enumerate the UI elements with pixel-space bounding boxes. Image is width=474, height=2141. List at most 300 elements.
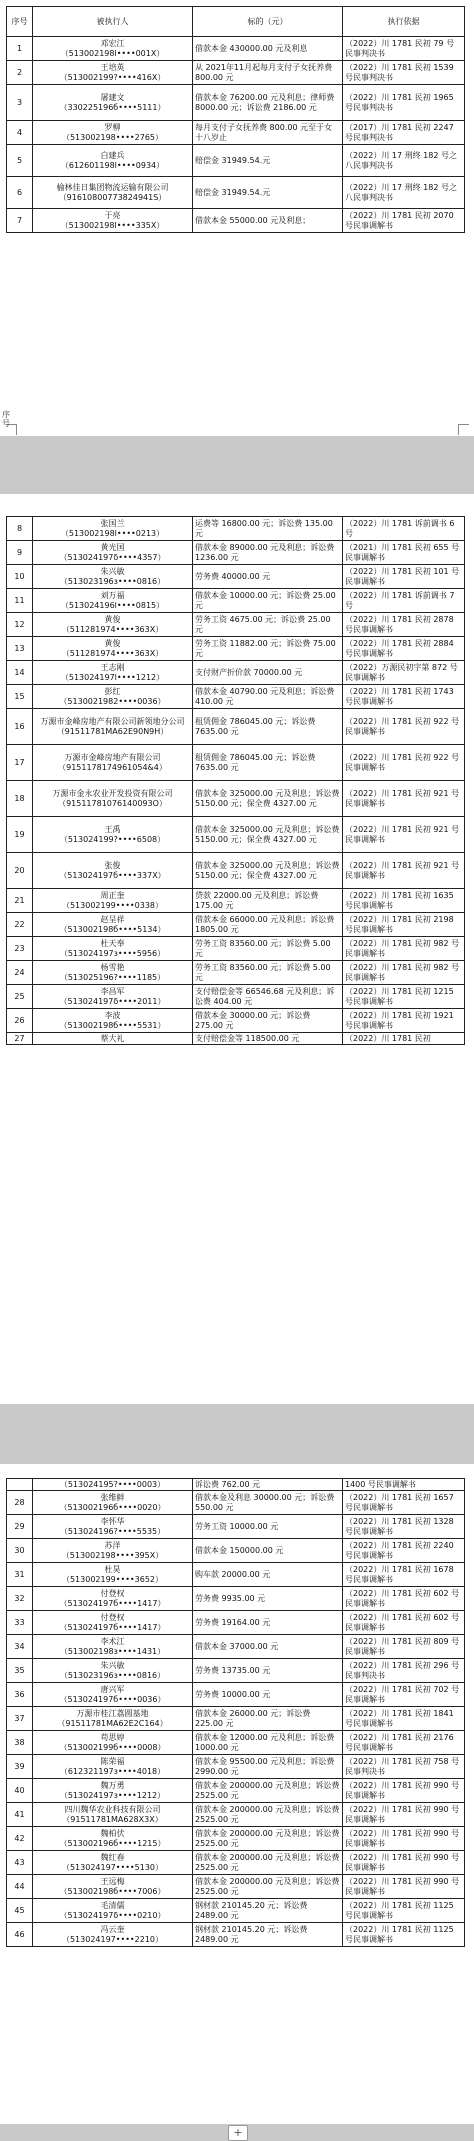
amount-text: 借款本金及利息 30000.00 元；诉讼费 550.00 元 (195, 1492, 335, 1512)
amount-cell (193, 1875, 343, 1899)
party-cell (33, 1587, 193, 1611)
party-cell (33, 517, 193, 541)
table-row (7, 709, 465, 745)
party-name: 刘万福 (100, 590, 125, 600)
party-cell (33, 613, 193, 637)
party-id-number: （513024195?••••0003） (59, 1479, 166, 1489)
document-page-3 (0, 1464, 474, 2124)
seq-number: 41 (14, 1809, 25, 1819)
seq-number: 24 (14, 967, 25, 977)
amount-text: 借款本金 200000.00 元及利息；诉讼费 2525.00 元 (195, 1804, 340, 1824)
basis-cell (343, 1587, 465, 1611)
amount-cell (193, 913, 343, 937)
seq-number: 45 (14, 1905, 25, 1915)
party-id-number: （513002196б••••0020） (59, 1502, 166, 1512)
party-name: 陈荣福 (100, 1756, 125, 1766)
party-id-number: （91511781MA62E2C164） (57, 1718, 168, 1728)
basis-cell (343, 1923, 465, 1947)
party-name: 白建兵 (100, 150, 125, 160)
party-id-number: （513024196?••••5535） (59, 1526, 166, 1536)
basis-cell (343, 817, 465, 853)
party-name: 于亮 (104, 210, 121, 220)
seq-number: 6 (16, 187, 23, 197)
amount-cell (193, 1707, 343, 1731)
party-cell (33, 889, 193, 913)
seq-cell (7, 1683, 33, 1707)
basis-cell (343, 613, 465, 637)
amount-cell (193, 541, 343, 565)
table-row (7, 961, 465, 985)
basis-cell (343, 145, 465, 177)
party-cell (33, 661, 193, 685)
seq-cell (7, 1515, 33, 1539)
seq-number: 9 (16, 547, 23, 557)
table-row (7, 1779, 465, 1803)
party-cell (33, 1779, 193, 1803)
basis-text: （2022）川 1781 民初 1965 号民事判决书 (345, 92, 454, 112)
amount-text: 借款本金 37000.00 元 (195, 1641, 279, 1651)
basis-text: （2022）川 1781 民初 602 号民事调解书 (345, 1612, 460, 1632)
party-name: 李波 (104, 1010, 121, 1020)
seq-number: 15 (14, 691, 25, 701)
basis-cell (343, 1491, 465, 1515)
amount-cell (193, 961, 343, 985)
party-name: 苏洋 (104, 1540, 121, 1550)
party-cell (33, 709, 193, 745)
amount-text: 借款本金 95500.00 元及利息；诉讼费 2990.00 元 (195, 1756, 335, 1776)
seq-cell (7, 745, 33, 781)
table-row (7, 1731, 465, 1755)
amount-text: 借款本金 66000.00 元及利息；诉讼费 1805.00 元 (195, 914, 335, 934)
seq-cell (7, 961, 33, 985)
seq-cell (7, 1033, 33, 1045)
seq-number: 36 (14, 1689, 25, 1699)
party-name: 魏柏伏 (100, 1828, 125, 1838)
seq-cell (7, 1635, 33, 1659)
table-row (7, 517, 465, 541)
party-id-number: （513002198б••••5134） (59, 924, 166, 934)
basis-cell (343, 1563, 465, 1587)
party-id-number: （91511781MA628X3X） (62, 1814, 163, 1824)
seq-cell (7, 1731, 33, 1755)
party-cell (33, 1923, 193, 1947)
amount-text: 劳务工资 4675.00 元；诉讼费 25.00 元 (195, 614, 331, 634)
amount-cell (193, 1659, 343, 1683)
amount-cell (193, 1803, 343, 1827)
basis-text: （2022）川 1781 民初 1921 号民事调解书 (345, 1010, 454, 1030)
party-name: 赵呈祥 (100, 914, 125, 924)
table-row (7, 913, 465, 937)
amount-text: 借款本金 325000.00 元及利息；诉讼费 5150.00 元；保全费 4327.00 元 (195, 824, 340, 844)
basis-text: （2022）川 1781 民初 990 号民事调解书 (345, 1828, 460, 1848)
amount-cell (193, 889, 343, 913)
basis-cell (343, 1875, 465, 1899)
party-id-number: （513002198l••••001X） (60, 48, 165, 58)
seq-number: 34 (14, 1641, 25, 1651)
amount-text: 劳务工资 11882.00 元；诉讼费 75.00 元 (195, 638, 336, 658)
amount-text: 借款本金 10000.00 元；诉讼费 25.00 元 (195, 590, 336, 610)
seq-number: 25 (14, 991, 25, 1001)
table-row (7, 1635, 465, 1659)
basis-text: （2022）川 1781 民初 2884 号民事调解书 (345, 638, 454, 658)
basis-cell (343, 37, 465, 61)
seq-cell (7, 1479, 33, 1491)
party-id-number: （513023196з••••0816） (59, 576, 166, 586)
amount-cell (193, 1515, 343, 1539)
party-id-number: （513024197••••5130） (61, 1862, 164, 1872)
party-id-number: （511281974••••363X） (61, 624, 164, 634)
amount-cell (193, 1899, 343, 1923)
party-cell (33, 1491, 193, 1515)
party-cell (33, 1707, 193, 1731)
party-name: 毛清儒 (100, 1900, 125, 1910)
seq-number: 8 (16, 523, 23, 533)
seq-cell (7, 889, 33, 913)
seq-cell (7, 177, 33, 209)
record-table (6, 1478, 465, 1947)
party-id-number: （513024197δ••••0210） (59, 1910, 166, 1920)
seq-number: 29 (14, 1521, 25, 1531)
basis-cell (343, 913, 465, 937)
basis-text: （2022）川 1781 民初 2198 号民事调解书 (345, 914, 454, 934)
table-row (7, 121, 465, 145)
party-name: 黄俊 (104, 614, 121, 624)
basis-text: （2017）川 1781 民初 2247 号民事判决书 (345, 122, 454, 142)
party-cell (33, 1683, 193, 1707)
table-row (7, 589, 465, 613)
basis-text: （2022）川 1781 民初 809 号民事调解书 (345, 1636, 460, 1656)
party-cell (33, 589, 193, 613)
amount-cell (193, 177, 343, 209)
basis-text: （2022）川 1781 民初 1539 号民事判决书 (345, 62, 454, 82)
seq-cell (7, 517, 33, 541)
amount-text: 租赁佣金 786045.00 元；诉讼费 7635.00 元 (195, 752, 316, 772)
seq-number: 38 (14, 1737, 25, 1747)
amount-text: 从 2021年11月起每月支付子女抚养费 800.00 元 (195, 62, 333, 82)
seq-cell (7, 1563, 33, 1587)
party-name: 王远梅 (100, 1876, 125, 1886)
party-name: 唐兴军 (100, 1684, 125, 1694)
basis-cell (343, 1707, 465, 1731)
table-row (7, 1755, 465, 1779)
seq-number: 26 (14, 1015, 25, 1025)
seq-number: 39 (14, 1761, 25, 1771)
basis-text: （2022）川 1781 民初 702 号民事调解书 (345, 1684, 460, 1704)
seq-number: 14 (14, 667, 25, 677)
party-id-number: （612321197з••••4018） (59, 1766, 166, 1776)
table-row (7, 1659, 465, 1683)
party-cell (33, 37, 193, 61)
party-name: 万源市金峰房地产有限公司新领地分公司 (40, 716, 185, 726)
party-name: 王志刚 (100, 662, 125, 672)
seq-number: 28 (14, 1497, 25, 1507)
table-row (7, 1899, 465, 1923)
basis-cell (343, 1803, 465, 1827)
amount-cell (193, 985, 343, 1009)
party-cell (33, 1033, 193, 1045)
seq-cell (7, 709, 33, 745)
basis-text: （2022）川 1781 诉前调书 7 号 (345, 590, 455, 610)
seq-cell (7, 121, 33, 145)
seq-number: 16 (14, 721, 25, 731)
seq-number: 31 (14, 1569, 25, 1579)
amount-text: 支付赔偿金等 118500.00 元 (195, 1033, 300, 1043)
table-row (7, 1683, 465, 1707)
party-name: 张俊 (104, 860, 121, 870)
amount-cell (193, 1851, 343, 1875)
amount-cell (193, 1683, 343, 1707)
basis-cell (343, 1515, 465, 1539)
seq-cell (7, 85, 33, 121)
basis-cell (343, 961, 465, 985)
amount-text: 劳务费 10000.00 元 (195, 1689, 271, 1699)
amount-text: 诉讼费 762.00 元 (195, 1479, 261, 1489)
basis-cell (343, 1755, 465, 1779)
party-id-number: （330225196б••••5111） (59, 102, 166, 112)
basis-text: （2022）川 1781 民初 101 号民事调解书 (345, 566, 460, 586)
party-cell (33, 565, 193, 589)
party-id-number: （513024197б••••1417） (59, 1622, 166, 1632)
party-cell (33, 1635, 193, 1659)
party-cell (33, 1009, 193, 1033)
basis-text: （2022）万源民初字第 872 号民事调解书 (345, 662, 458, 682)
basis-cell (343, 889, 465, 913)
basis-cell (343, 685, 465, 709)
party-id-number: （513002199?••••416X） (59, 72, 166, 82)
seq-cell (7, 1923, 33, 1947)
table-row (7, 1009, 465, 1033)
amount-text: 劳务费 19164.00 元 (195, 1617, 271, 1627)
basis-cell (343, 709, 465, 745)
seq-number: 12 (14, 619, 25, 629)
amount-text: 购车款 20000.00 元 (195, 1569, 271, 1579)
seq-number: 44 (14, 1881, 25, 1891)
basis-text: （2022）川 1781 民初 1635 号民事调解书 (345, 890, 454, 910)
party-id-number: （612601198l••••0934） (60, 160, 165, 170)
amount-text: 赔偿金 31949.54.元 (195, 155, 271, 165)
basis-text: 1400 号民事调解书 (345, 1479, 416, 1489)
seq-cell (7, 1587, 33, 1611)
basis-text: （2022）川 1781 民初 921 号民事调解书 (345, 860, 460, 880)
basis-text: （2022）川 1781 民初 1125 号民事调解书 (345, 1924, 454, 1944)
party-name: 魏万勇 (100, 1780, 125, 1790)
seq-number: 43 (14, 1857, 25, 1867)
basis-cell (343, 1539, 465, 1563)
party-name: 杜天奉 (100, 938, 125, 948)
margin-corner-mark (458, 424, 469, 435)
party-id-number: （511281974••••363X） (61, 648, 164, 658)
amount-text: 租赁佣金 786045.00 元；诉讼费 7635.00 元 (195, 716, 316, 736)
table-row (7, 613, 465, 637)
basis-cell (343, 637, 465, 661)
basis-text: （2022）川 1781 民初 758 号民事判决书 (345, 1756, 460, 1776)
amount-text: 劳务工资 83560.00 元；诉讼费 5.00 元 (195, 938, 331, 958)
party-cell (33, 937, 193, 961)
seq-number: 33 (14, 1617, 25, 1627)
header-cell-party: 被执行人 (33, 7, 193, 37)
seq-number: 20 (14, 865, 25, 875)
seq-cell (7, 1827, 33, 1851)
party-name: 张维鲜 (100, 1492, 125, 1502)
table-row (7, 637, 465, 661)
party-name: 冯云奎 (100, 1924, 125, 1934)
basis-cell (343, 1827, 465, 1851)
basis-text: （2022）川 1781 民初 296 号民事判决书 (345, 1660, 460, 1680)
basis-text: （2022）川 1781 民初 2878 号民事调解书 (345, 614, 454, 634)
seq-number: 4 (16, 127, 23, 137)
basis-cell (343, 589, 465, 613)
document-page-2 (0, 494, 474, 1404)
party-id-number: （513024197з••••5956） (59, 948, 166, 958)
party-name: 万源市金峰房地产有限公司 (64, 752, 161, 762)
party-cell (33, 1563, 193, 1587)
party-cell (33, 145, 193, 177)
table-row (7, 61, 465, 85)
amount-text: 支付赔偿金等 66546.68 元及利息；诉讼费 404.00 元 (195, 986, 335, 1006)
party-name: 魏红春 (100, 1852, 125, 1862)
table-row (7, 1707, 465, 1731)
record-table (6, 6, 465, 233)
basis-text: （2022）川 1781 民初 1743 号民事调解书 (345, 686, 454, 706)
amount-cell (193, 1491, 343, 1515)
table-row (7, 1539, 465, 1563)
document-page-1 (0, 0, 474, 436)
party-id-number: （513024197з••••1212） (59, 1790, 166, 1800)
basis-cell (343, 1009, 465, 1033)
party-name: 朱兴敏 (100, 1660, 125, 1670)
amount-cell (193, 589, 343, 613)
seq-cell (7, 685, 33, 709)
seq-number: 2 (16, 67, 23, 77)
basis-text: （2022）川 1781 民初 982 号民事调解书 (345, 962, 460, 982)
party-id-number: （5130021982••••0036） (59, 696, 166, 706)
basis-cell (343, 209, 465, 233)
party-id-number: （513002198l••••0213） (60, 528, 165, 538)
table-row (7, 1491, 465, 1515)
party-id-number: （513002198б••••5531） (59, 1020, 166, 1030)
amount-cell (193, 709, 343, 745)
party-cell (33, 541, 193, 565)
seq-cell (7, 209, 33, 233)
party-name: 邓宏江 (100, 38, 125, 48)
party-cell (33, 1755, 193, 1779)
party-id-number: （513002199б••••0008） (59, 1742, 166, 1752)
party-id-number: （513024197δ••••4357） (59, 552, 166, 562)
amount-cell (193, 61, 343, 85)
basis-text: （2022）川 1781 民初 2070 号民事调解书 (345, 210, 454, 230)
seq-number: 46 (14, 1929, 25, 1939)
table-row (7, 145, 465, 177)
seq-cell (7, 565, 33, 589)
party-id-number: （91511781076140093O） (58, 798, 167, 808)
party-id-number: （513023196з••••0816） (59, 1670, 166, 1680)
seq-number: 32 (14, 1593, 25, 1603)
seq-cell (7, 1851, 33, 1875)
seq-number: 11 (14, 595, 25, 605)
table-row (7, 661, 465, 685)
party-name: 张国兰 (100, 518, 125, 528)
party-cell (33, 1875, 193, 1899)
party-name: 李怀华 (100, 1516, 125, 1526)
party-id-number: （513024197δ••••2011） (59, 996, 166, 1006)
seq-cell (7, 541, 33, 565)
seq-number: 3 (16, 97, 23, 107)
party-name: 周正奎 (100, 890, 125, 900)
party-name: 王培英 (100, 62, 125, 72)
party-id-number: （513002198••••2765） (61, 132, 164, 142)
amount-cell (193, 1827, 343, 1851)
party-name: 黄俊 (104, 638, 121, 648)
party-cell (33, 985, 193, 1009)
table-header-row (7, 7, 465, 37)
party-name: 李昌军 (100, 986, 125, 996)
basis-text: （2022）川 1781 民初 1125 号民事调解书 (345, 1900, 454, 1920)
seq-cell (7, 1539, 33, 1563)
basis-text: （2022）川 1781 民初 982 号民事调解书 (345, 938, 460, 958)
amount-text: 借款本金 26000.00 元；诉讼费 225.00 元 (195, 1708, 311, 1728)
seq-cell (7, 1611, 33, 1635)
basis-cell (343, 177, 465, 209)
add-page-button[interactable]: + (228, 2125, 248, 2141)
basis-cell (343, 1479, 465, 1491)
party-cell (33, 121, 193, 145)
party-id-number: （513002198••••395X） (61, 1550, 164, 1560)
amount-cell (193, 685, 343, 709)
party-cell (33, 637, 193, 661)
amount-text: 劳务工资 10000.00 元 (195, 1521, 279, 1531)
amount-text: 劳务费 9935.00 元 (195, 1593, 266, 1603)
party-name: 杨雪艳 (100, 962, 125, 972)
amount-text: 借款本金 200000.00 元及利息；诉讼费 2525.00 元 (195, 1852, 340, 1872)
table-row (7, 565, 465, 589)
party-name: 王禹 (104, 824, 121, 834)
table-row (7, 1611, 465, 1635)
amount-text: 借款本金 76200.00 元及利息；律师费 8000.00 元；诉讼费 2186.00 元 (195, 92, 335, 112)
amount-text: 借款本金 325000.00 元及利息；诉讼费 5150.00 元；保全费 4327.00 元 (195, 860, 340, 880)
basis-text: （2022）川 1781 民初 990 号民事调解书 (345, 1876, 460, 1896)
basis-cell (343, 61, 465, 85)
table-row (7, 1875, 465, 1899)
basis-text: （2022）川 17 刑终 182 号之八民事判决书 (345, 150, 457, 170)
party-cell (33, 853, 193, 889)
table-row (7, 541, 465, 565)
amount-text: 运费等 16800.00 元；诉讼费 135.00 元 (195, 518, 333, 538)
amount-cell (193, 1755, 343, 1779)
party-id-number: （513002199••••0338） (61, 900, 164, 910)
seq-cell (7, 985, 33, 1009)
party-name: 付登权 (100, 1612, 125, 1622)
amount-cell (193, 661, 343, 685)
table-row (7, 853, 465, 889)
amount-cell (193, 1479, 343, 1491)
seq-cell (7, 1779, 33, 1803)
party-name: 榆林佳日集团物流运输有限公司 (56, 182, 169, 192)
amount-text: 借款本金 200000.00 元及利息；诉讼费 2525.00 元 (195, 1876, 340, 1896)
seq-cell (7, 817, 33, 853)
basis-cell (343, 1033, 465, 1045)
party-name: 付登权 (100, 1588, 125, 1598)
basis-text: （2022）川 1781 民初 990 号民事调解书 (345, 1780, 460, 1800)
basis-cell (343, 541, 465, 565)
basis-cell (343, 1611, 465, 1635)
basis-text: （2021）川 1781 民初 655 号民事调解书 (345, 542, 460, 562)
seq-number: 37 (14, 1713, 25, 1723)
amount-text: 借款本金 200000.00 元及利息；诉讼费 2525.00 元 (195, 1828, 340, 1848)
basis-text: （2022）川 1781 民初 1215 号民事调解书 (345, 986, 454, 1006)
seq-cell (7, 145, 33, 177)
party-cell (33, 817, 193, 853)
basis-text: （2022）川 1781 民初 (345, 1033, 431, 1043)
